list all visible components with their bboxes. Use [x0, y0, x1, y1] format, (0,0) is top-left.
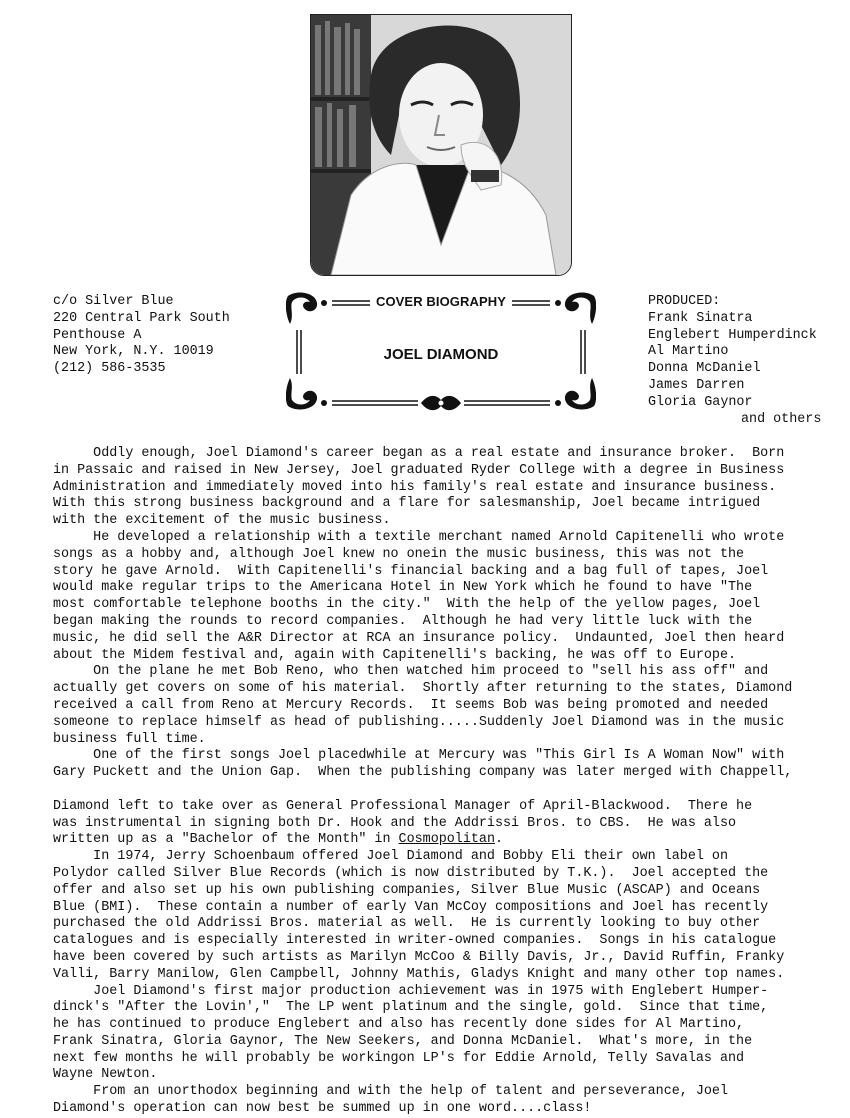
body-line: about the Midem festival and, again with Capitenelli's backing, he was off to Europe.	[53, 647, 737, 663]
produced-artist: James Darren	[648, 377, 745, 393]
body-line: music, he did sell the A&R Director at RCA an insurance policy. Undaunted, Joel then heard	[53, 630, 785, 646]
title-frame	[286, 290, 596, 412]
produced-artist: Gloria Gaynor	[648, 394, 753, 410]
portrait-photo	[310, 14, 572, 276]
body-line: purchased the old Addrissi Bros. material as well. He is currently looking to buy other	[53, 916, 761, 932]
body-line: would make regular trips to the Americana Hotel in New York which he found to have "The	[53, 580, 753, 596]
body-line: with the excitement of the music business.	[53, 513, 391, 529]
phone-number: (212) 586-3535	[53, 361, 166, 377]
body-line: catalogues and is especially interested in writer-owned companies. Songs in his catalogue	[53, 933, 777, 949]
magazine-title: Cosmopolitan	[398, 832, 495, 848]
body-line: With this strong business background and a flare for salesmanship, Joel became intrigued	[53, 496, 761, 512]
body-line: someone to replace himself as head of publishing.....Suddenly Joel Diamond was in the music	[53, 714, 785, 730]
body-line	[53, 782, 843, 799]
body-line: offer and also set up his own publishing companies, Silver Blue Music (ASCAP) and Oceans	[53, 882, 761, 898]
body-line: On the plane he met Bob Reno, who then watched him proceed to "sell his ass off" and	[53, 664, 769, 680]
address-line: New York, N.Y. 10019	[53, 344, 214, 360]
body-line: received a call from Reno at Mercury Records. It seems Bob was being promoted and needed	[53, 697, 769, 713]
body-line: Wayne Newton.	[53, 1067, 158, 1083]
body-line: In 1974, Jerry Schoenbaum offered Joel Diamond and Bobby Eli their own label on	[53, 849, 728, 865]
body-line: story he gave Arnold. With Capitenelli's financial backing and a bag full of tapes, Joel	[53, 563, 769, 579]
biography-text	[53, 446, 843, 1118]
produced-artist: Frank Sinatra	[648, 310, 753, 326]
body-line: From an unorthodox beginning and with the help of talent and perseverance, Joel	[53, 1084, 728, 1100]
contact-address	[53, 294, 230, 378]
body-line: have been covered by such artists as Marilyn McCoo & Billy Davis, Jr., David Ruffin, Franky	[53, 949, 785, 965]
produced-artist: Donna McDaniel	[648, 361, 761, 377]
produced-footer: and others	[741, 411, 822, 427]
body-line: He developed a relationship with a textile merchant named Arnold Capitenelli who wrote	[53, 529, 785, 545]
body-line: Joel Diamond's first major production achievement was in 1975 with Englebert Humper-	[53, 983, 769, 999]
body-line-text: written up as a "Bachelor of the Month" in	[53, 832, 399, 848]
body-line: songs as a hobby and, although Joel knew no onein the music business, this was not the	[53, 546, 745, 562]
address-line: 220 Central Park South	[53, 310, 230, 326]
portrait-illustration	[311, 15, 571, 275]
magazine-suffix: .	[494, 832, 504, 848]
body-line: Gary Puckett and the Union Gap. When the publishing company was later merged with Chappell,	[53, 765, 793, 781]
body-line: Valli, Barry Manilow, Glen Campbell, Johnny Mathis, Gladys Knight and many other top names.	[53, 966, 785, 982]
body-line: One of the first songs Joel placedwhile at Mercury was "This Girl Is A Woman Now" with	[53, 748, 785, 764]
body-line: Administration and immediately moved into his family's real estate and insurance business.	[53, 479, 777, 495]
body-line: in Passaic and raised in New Jersey, Joel graduated Ryder College with a degree in Business	[53, 462, 785, 478]
body-line: next few months he will probably be workingon LP's for Eddie Arnold, Telly Savalas and	[53, 1050, 745, 1066]
document-title-text: COVER BIOGRAPHY	[373, 294, 509, 309]
body-line: was instrumental in signing both Dr. Hook and the Addrissi Bros. to CBS. He was also	[53, 815, 737, 831]
produced-list	[648, 294, 821, 428]
body-line: Frank Sinatra, Gloria Gaynor, The New Seekers, and Donna McDaniel. What's more, in the	[53, 1033, 753, 1049]
address-line: c/o Silver Blue	[53, 294, 174, 309]
body-line: began making the rounds to record companies. Although he had very little luck with the	[53, 613, 753, 629]
address-line: Penthouse A	[53, 327, 142, 343]
body-line: Blue (BMI). These contain a number of early Van McCoy compositions and Joel has recently	[53, 899, 769, 915]
produced-artist: Al Martino	[648, 344, 729, 360]
body-line: most comfortable telephone booths in the city." With the help of the yellow pages, Joel	[53, 597, 761, 613]
body-line: Diamond left to take over as General Professional Manager of April-Blackwood. There he	[53, 798, 753, 814]
produced-artist: Englebert Humperdinck	[648, 327, 817, 343]
body-line: dinck's "After the Lovin'," The LP went platinum and the single, gold. Since that time,	[53, 1000, 769, 1016]
body-line: Oddly enough, Joel Diamond's career began as a real estate and insurance broker. Born	[53, 446, 785, 461]
produced-heading: PRODUCED:	[648, 294, 721, 309]
body-line: he has continued to produce Englebert and also has recently done sides for Al Martino,	[53, 1017, 745, 1033]
body-line: business full time.	[53, 731, 206, 747]
body-line: actually get covers on some of his material. Shortly after returning to the states, Diamond	[53, 681, 793, 697]
body-line	[53, 832, 843, 849]
document-title	[286, 294, 596, 309]
body-line: Polydor called Silver Blue Records (which is now distributed by T.K.). Joel accepted the	[53, 865, 769, 881]
subject-name: JOEL DIAMOND	[383, 346, 499, 363]
body-line: Diamond's operation can now best be summed up in one word....class!	[53, 1101, 592, 1117]
